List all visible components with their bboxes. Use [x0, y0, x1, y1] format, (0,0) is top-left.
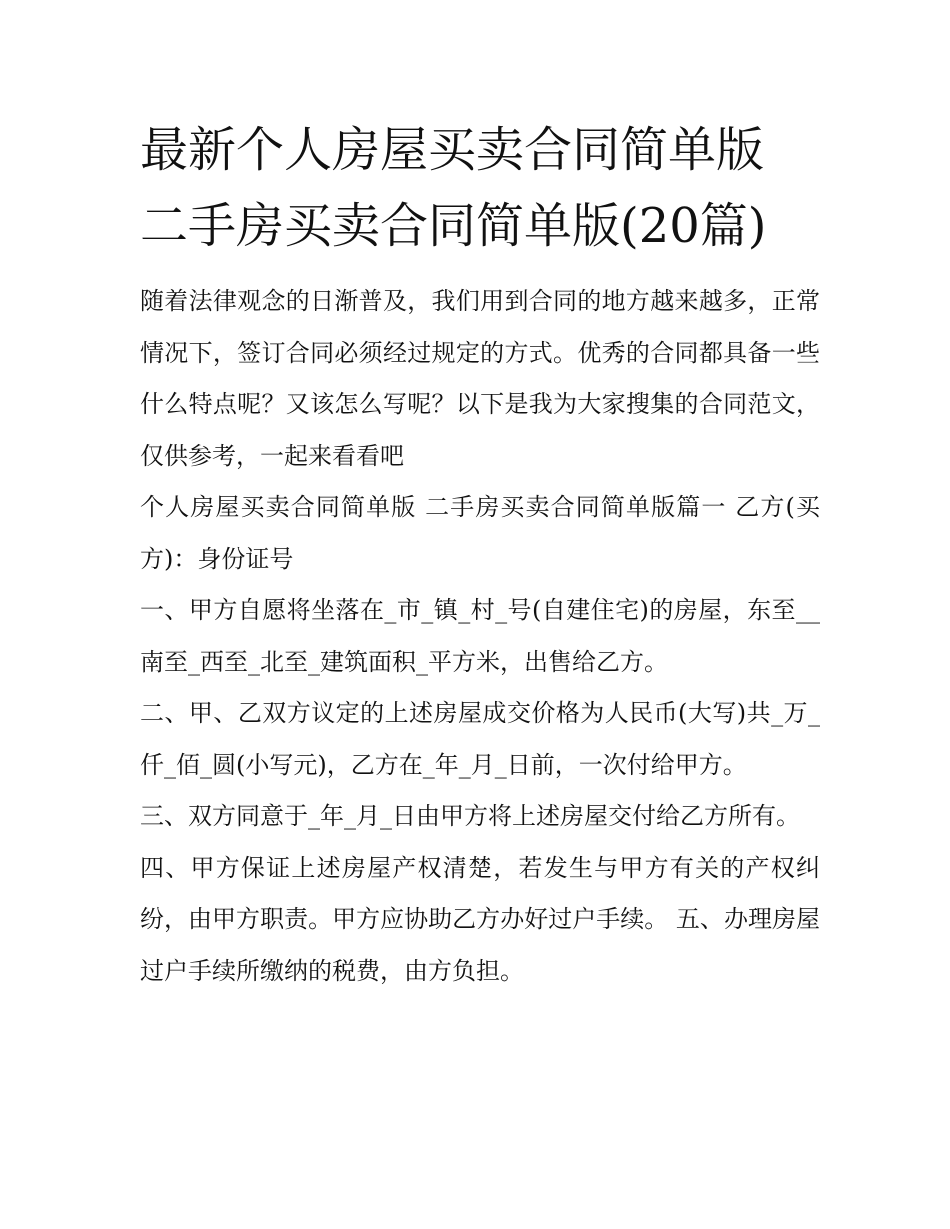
clause-three: 三、双方同意于_年_月_日由甲方将上述房屋交付给乙方所有。 [140, 802, 800, 830]
title-line-2: 二手房买卖合同简单版(20篇) [140, 198, 767, 254]
clause-two: 二、甲、乙双方议定的上述房屋成交价格为人民币(大写)共_万_仟_佰_圆(小写元)，乙方在_年_月_日前，一次付给甲方。 [140, 699, 820, 779]
intro-paragraph: 随着法律观念的日渐普及，我们用到合同的地方越来越多，正常情况下，签订合同必须经过规定的方式。优秀的合同都具备一些什么特点呢？又该怎么写呢？以下是我为大家搜集的合同范文，仅供参考，一起来看看吧 [140, 287, 820, 470]
section-heading-paragraph: 个人房屋买卖合同简单版 二手房买卖合同简单版篇一 乙方(买方)：身份证号 [140, 493, 820, 573]
title-line-1: 最新个人房屋买卖合同简单版 [140, 122, 765, 178]
clause-four-five: 四、甲方保证上述房屋产权清楚，若发生与甲方有关的产权纠纷，由甲方职责。甲方应协助乙方办好过户手续。 五、办理房屋过户手续所缴纳的税费，由方负担。 [140, 853, 820, 985]
document-title [140, 112, 820, 264]
clause-one: 一、甲方自愿将坐落在_市_镇_村_号(自建住宅)的房屋，东至__南至_西至_北至_建筑面积_平方米，出售给乙方。 [140, 596, 820, 676]
document-body [140, 276, 820, 997]
